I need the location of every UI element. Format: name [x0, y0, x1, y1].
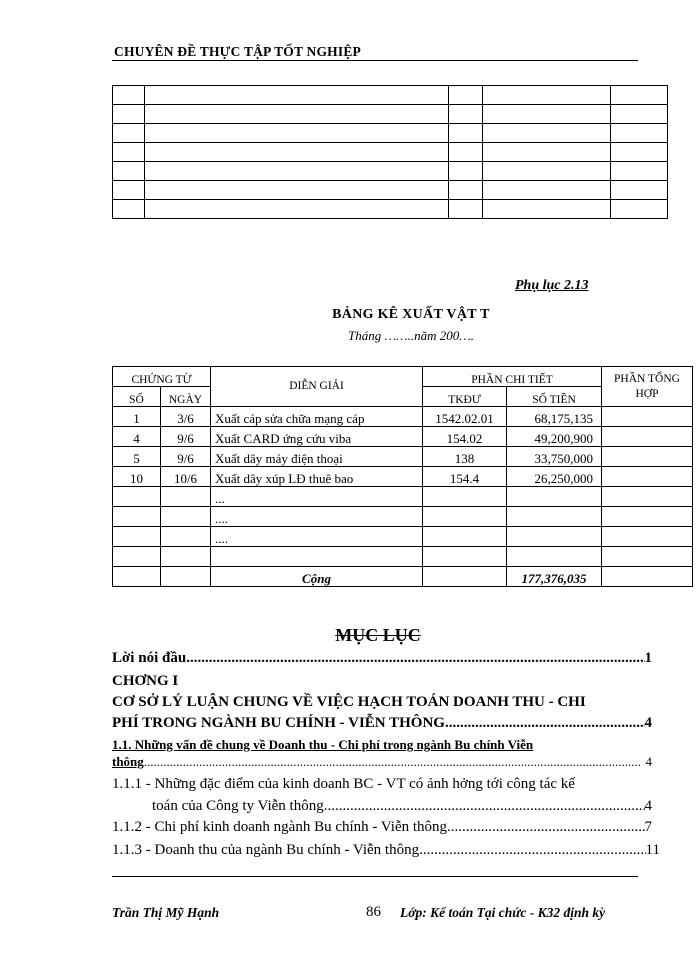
table-row: 10 10/6 Xuất dây xúp LĐ thuê bao 154.4 26,250,000 [113, 467, 693, 487]
header-description: DIỄN GIẢI [211, 367, 423, 407]
continued-table [112, 85, 668, 219]
table-row [113, 200, 668, 219]
toc-chapter-label: CHƠNG I [112, 673, 179, 689]
header-voucher-date: NGÀY [161, 387, 211, 407]
header-amount: SỐ TIỀN [507, 387, 602, 407]
table-row [113, 86, 668, 105]
toc-chapter-title-line1: CƠ SỞ LÝ LUẬN CHUNG VỀ VIỆC HẠCH TOÁN DOANH THU - CHI [112, 694, 586, 710]
page-header-title: CHUYÊN ĐỀ THỰC TẬP TỐT NGHIỆP [114, 44, 361, 59]
toc-title: MỤC LỤC [335, 625, 421, 645]
footer-divider [112, 876, 638, 877]
table-total-row [113, 567, 693, 587]
total-value: 177,376,035 [507, 567, 602, 587]
table-row: .... [113, 507, 693, 527]
table-row [113, 181, 668, 200]
table-row [113, 105, 668, 124]
toc-section-1-1-line2: thông ..... 4 [112, 754, 652, 770]
toc-chapter-title-line2: PHÍ TRONG NGÀNH BU CHÍNH - VIỄN THÔNG ..... 4 [112, 715, 652, 732]
table-row: ... [113, 487, 693, 507]
table-row: 1 3/6 Xuất cáp sửa chữa mạng cáp 1542.02.01 68,175,135 [113, 407, 693, 427]
report-subtitle: Tháng ……..năm 200…. [347, 328, 475, 343]
table-row: .... [113, 527, 693, 547]
report-title: BẢNG KÊ XUẤT VẬT T [332, 307, 490, 322]
header-voucher-no: SỐ [113, 387, 161, 407]
footer-class: Lớp: Kế toán Tại chức - K32 định kỳ [400, 905, 606, 920]
table-row: 5 9/6 Xuất dây máy điện thoại 138 33,750,000 [113, 447, 693, 467]
appendix-label: Phụ lục 2.13 [515, 278, 589, 293]
toc-item-1-1-3: 1.1.3 - Doanh thu của ngành Bu chính - Viễn thông ..... 11 [112, 842, 660, 859]
header-account: TKĐƯ [423, 387, 507, 407]
materials-issue-table [112, 366, 693, 587]
header-divider [112, 60, 638, 61]
header-voucher: CHỨNG TỪ [113, 367, 211, 387]
header-summary: PHẦN TỔNG HỢP [602, 367, 693, 407]
table-row: 4 9/6 Xuất CARD ứng cứu viba 154.02 49,200,900 [113, 427, 693, 447]
toc-section-1-1-line1: 1.1. Những vấn đề chung về Doanh thu - Chi phí trong ngành Bu chính Viễn [112, 737, 534, 752]
table-row [113, 547, 693, 567]
toc-item-1-1-2: 1.1.2 - Chi phí kinh doanh ngành Bu chính - Viễn thông ..... 7 [112, 819, 652, 836]
toc-item-1-1-1-line1: 1.1.1 - Những đặc điểm của kinh doanh BC - VT có ảnh hởng tới công tác kế [112, 776, 575, 792]
toc-intro: Lời nói đầu ..... 1 [112, 650, 652, 667]
toc-item-1-1-1-line2: toán của Công ty Viễn thông ..... 4 [152, 798, 652, 815]
table-row [113, 124, 668, 143]
table-row [113, 162, 668, 181]
table-row [113, 143, 668, 162]
header-detail: PHẦN CHI TIẾT [423, 367, 602, 387]
total-label: Cộng [211, 567, 423, 587]
footer-page-number: 86 [366, 904, 381, 920]
footer-author: Trần Thị Mỹ Hạnh [112, 905, 220, 920]
